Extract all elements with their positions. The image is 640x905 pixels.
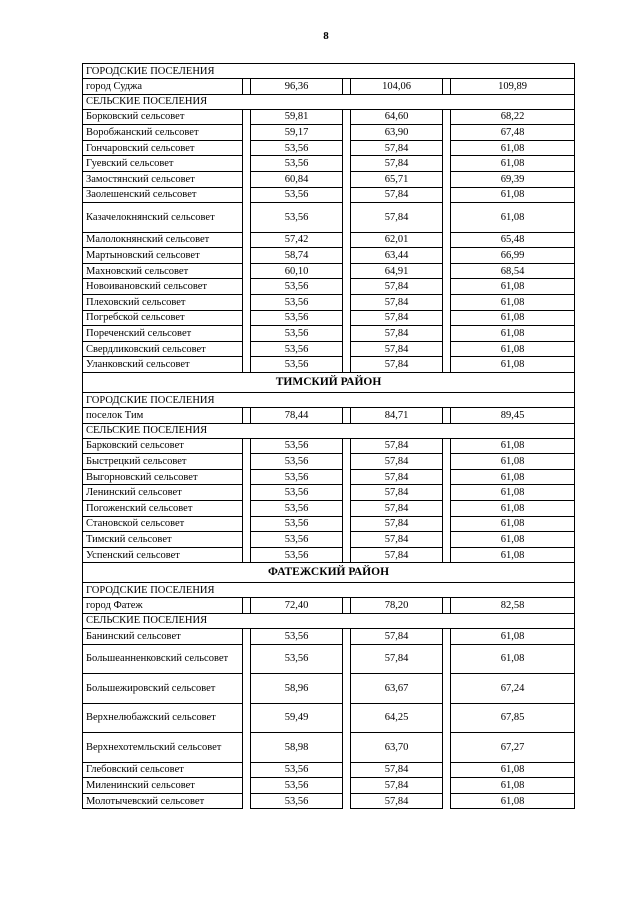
table-row bbox=[83, 644, 575, 674]
section-title: СЕЛЬСКИЕ ПОСЕЛЕНИЯ bbox=[83, 613, 575, 628]
value-cell-2: 57,84 bbox=[351, 628, 443, 644]
table-row bbox=[83, 733, 575, 763]
settlement-name: Банинский сельсовет bbox=[83, 628, 243, 644]
table-row bbox=[83, 125, 575, 141]
value-cell-2: 64,60 bbox=[351, 109, 443, 125]
value-cell-1: 53,56 bbox=[251, 778, 343, 794]
value-cell-2: 57,84 bbox=[351, 547, 443, 563]
value-cell-3: 61,08 bbox=[451, 500, 575, 516]
value-cell-1: 53,56 bbox=[251, 516, 343, 532]
spacer-cell bbox=[443, 140, 451, 156]
spacer-cell bbox=[443, 279, 451, 295]
value-cell-2: 57,84 bbox=[351, 532, 443, 548]
value-cell-2: 57,84 bbox=[351, 279, 443, 295]
spacer-cell bbox=[243, 516, 251, 532]
section-title: СЕЛЬСКИЕ ПОСЕЛЕНИЯ bbox=[83, 423, 575, 438]
spacer-cell bbox=[243, 171, 251, 187]
spacer-cell bbox=[443, 79, 451, 95]
spacer-cell bbox=[443, 703, 451, 733]
spacer-cell bbox=[443, 295, 451, 311]
spacer-cell bbox=[343, 547, 351, 563]
table-row bbox=[83, 310, 575, 326]
settlement-name: Большежировский сельсовет bbox=[83, 674, 243, 704]
settlement-name: поселок Тим bbox=[83, 408, 243, 424]
table-row bbox=[83, 187, 575, 203]
value-cell-3: 61,08 bbox=[451, 279, 575, 295]
settlement-name: Гончаровский сельсовет bbox=[83, 140, 243, 156]
spacer-cell bbox=[443, 248, 451, 264]
value-cell-3: 61,08 bbox=[451, 187, 575, 203]
value-cell-2: 64,25 bbox=[351, 703, 443, 733]
table-row bbox=[83, 341, 575, 357]
table-row bbox=[83, 703, 575, 733]
spacer-cell bbox=[243, 341, 251, 357]
value-cell-3: 61,08 bbox=[451, 516, 575, 532]
table-row bbox=[83, 793, 575, 809]
value-cell-2: 63,44 bbox=[351, 248, 443, 264]
value-cell-2: 57,84 bbox=[351, 500, 443, 516]
value-cell-3: 61,08 bbox=[451, 762, 575, 778]
table-row bbox=[83, 762, 575, 778]
spacer-cell bbox=[443, 408, 451, 424]
spacer-cell bbox=[243, 762, 251, 778]
value-cell-1: 53,56 bbox=[251, 547, 343, 563]
spacer-cell bbox=[243, 778, 251, 794]
spacer-cell bbox=[343, 500, 351, 516]
spacer-cell bbox=[343, 703, 351, 733]
value-cell-1: 53,56 bbox=[251, 203, 343, 233]
value-cell-2: 57,84 bbox=[351, 762, 443, 778]
value-cell-2: 57,84 bbox=[351, 438, 443, 454]
spacer-cell bbox=[243, 485, 251, 501]
value-cell-1: 53,56 bbox=[251, 793, 343, 809]
settlement-name: Пореченский сельсовет bbox=[83, 326, 243, 342]
section-row bbox=[83, 613, 575, 628]
section-row bbox=[83, 393, 575, 408]
value-cell-1: 72,40 bbox=[251, 598, 343, 614]
spacer-cell bbox=[343, 762, 351, 778]
value-cell-1: 53,56 bbox=[251, 485, 343, 501]
value-cell-1: 59,49 bbox=[251, 703, 343, 733]
section-title: ГОРОДСКИЕ ПОСЕЛЕНИЯ bbox=[83, 393, 575, 408]
spacer-cell bbox=[243, 674, 251, 704]
spacer-cell bbox=[243, 156, 251, 172]
value-cell-1: 53,56 bbox=[251, 762, 343, 778]
settlement-name: Ленинский сельсовет bbox=[83, 485, 243, 501]
value-cell-2: 57,84 bbox=[351, 778, 443, 794]
value-cell-1: 53,56 bbox=[251, 279, 343, 295]
value-cell-3: 82,58 bbox=[451, 598, 575, 614]
table-row bbox=[83, 357, 575, 373]
value-cell-3: 61,08 bbox=[451, 295, 575, 311]
table-row bbox=[83, 516, 575, 532]
page-number: 8 bbox=[323, 30, 329, 42]
spacer-cell bbox=[443, 187, 451, 203]
spacer-cell bbox=[243, 109, 251, 125]
table-row bbox=[83, 156, 575, 172]
table-row bbox=[83, 295, 575, 311]
value-cell-1: 53,56 bbox=[251, 644, 343, 674]
value-cell-1: 59,81 bbox=[251, 109, 343, 125]
settlement-name: Верхнелюбажский сельсовет bbox=[83, 703, 243, 733]
value-cell-1: 58,96 bbox=[251, 674, 343, 704]
spacer-cell bbox=[243, 793, 251, 809]
value-cell-3: 68,22 bbox=[451, 109, 575, 125]
spacer-cell bbox=[243, 644, 251, 674]
section-row bbox=[83, 64, 575, 79]
settlement-name: Мартыновский сельсовет bbox=[83, 248, 243, 264]
spacer-cell bbox=[443, 203, 451, 233]
spacer-cell bbox=[243, 438, 251, 454]
spacer-cell bbox=[343, 516, 351, 532]
value-cell-1: 59,17 bbox=[251, 125, 343, 141]
table-row bbox=[83, 598, 575, 614]
settlement-name: Борковский сельсовет bbox=[83, 109, 243, 125]
value-cell-2: 57,84 bbox=[351, 310, 443, 326]
value-cell-2: 57,84 bbox=[351, 793, 443, 809]
value-cell-1: 53,56 bbox=[251, 140, 343, 156]
table-row bbox=[83, 532, 575, 548]
value-cell-3: 61,08 bbox=[451, 326, 575, 342]
spacer-cell bbox=[343, 171, 351, 187]
value-cell-2: 78,20 bbox=[351, 598, 443, 614]
spacer-cell bbox=[343, 341, 351, 357]
value-cell-2: 57,84 bbox=[351, 187, 443, 203]
spacer-cell bbox=[443, 263, 451, 279]
spacer-cell bbox=[343, 79, 351, 95]
spacer-cell bbox=[443, 516, 451, 532]
spacer-cell bbox=[243, 263, 251, 279]
value-cell-3: 61,08 bbox=[451, 547, 575, 563]
spacer-cell bbox=[243, 357, 251, 373]
spacer-cell bbox=[343, 793, 351, 809]
value-cell-1: 53,56 bbox=[251, 357, 343, 373]
spacer-cell bbox=[443, 500, 451, 516]
spacer-cell bbox=[343, 232, 351, 248]
spacer-cell bbox=[243, 295, 251, 311]
table-row bbox=[83, 469, 575, 485]
value-cell-3: 67,85 bbox=[451, 703, 575, 733]
value-cell-3: 61,08 bbox=[451, 532, 575, 548]
spacer-cell bbox=[343, 644, 351, 674]
spacer-cell bbox=[443, 778, 451, 794]
value-cell-3: 61,08 bbox=[451, 469, 575, 485]
value-cell-3: 61,08 bbox=[451, 628, 575, 644]
value-cell-1: 53,56 bbox=[251, 295, 343, 311]
section-title: ГОРОДСКИЕ ПОСЕЛЕНИЯ bbox=[83, 583, 575, 598]
spacer-cell bbox=[343, 310, 351, 326]
table-row bbox=[83, 326, 575, 342]
spacer-cell bbox=[243, 79, 251, 95]
value-cell-1: 58,74 bbox=[251, 248, 343, 264]
table-row bbox=[83, 674, 575, 704]
value-cell-3: 67,48 bbox=[451, 125, 575, 141]
value-cell-2: 57,84 bbox=[351, 485, 443, 501]
section-title: СЕЛЬСКИЕ ПОСЕЛЕНИЯ bbox=[83, 94, 575, 109]
spacer-cell bbox=[443, 156, 451, 172]
settlement-name: Малолокнянский сельсовет bbox=[83, 232, 243, 248]
value-cell-3: 61,08 bbox=[451, 644, 575, 674]
value-cell-2: 57,84 bbox=[351, 454, 443, 470]
settlement-name: Воробжанский сельсовет bbox=[83, 125, 243, 141]
value-cell-1: 53,56 bbox=[251, 454, 343, 470]
value-cell-2: 57,84 bbox=[351, 469, 443, 485]
spacer-cell bbox=[243, 203, 251, 233]
spacer-cell bbox=[443, 326, 451, 342]
settlement-name: Погоженский сельсовет bbox=[83, 500, 243, 516]
settlement-name: Замостянский сельсовет bbox=[83, 171, 243, 187]
spacer-cell bbox=[443, 598, 451, 614]
table-row bbox=[83, 454, 575, 470]
value-cell-3: 66,99 bbox=[451, 248, 575, 264]
value-cell-1: 60,10 bbox=[251, 263, 343, 279]
spacer-cell bbox=[343, 295, 351, 311]
spacer-cell bbox=[443, 762, 451, 778]
spacer-cell bbox=[243, 187, 251, 203]
spacer-cell bbox=[343, 203, 351, 233]
value-cell-1: 53,56 bbox=[251, 156, 343, 172]
value-cell-2: 57,84 bbox=[351, 295, 443, 311]
spacer-cell bbox=[343, 187, 351, 203]
spacer-cell bbox=[343, 438, 351, 454]
spacer-cell bbox=[443, 469, 451, 485]
settlement-name: Барковский сельсовет bbox=[83, 438, 243, 454]
spacer-cell bbox=[343, 279, 351, 295]
spacer-cell bbox=[443, 357, 451, 373]
value-cell-2: 57,84 bbox=[351, 140, 443, 156]
settlement-name: Свердликовский сельсовет bbox=[83, 341, 243, 357]
spacer-cell bbox=[243, 532, 251, 548]
table-row bbox=[83, 171, 575, 187]
value-cell-1: 53,56 bbox=[251, 469, 343, 485]
spacer-cell bbox=[443, 674, 451, 704]
value-cell-3: 61,08 bbox=[451, 357, 575, 373]
spacer-cell bbox=[443, 310, 451, 326]
table-row bbox=[83, 279, 575, 295]
settlement-name: Глебовский сельсовет bbox=[83, 762, 243, 778]
district-header-row bbox=[83, 373, 575, 393]
value-cell-3: 67,27 bbox=[451, 733, 575, 763]
value-cell-2: 104,06 bbox=[351, 79, 443, 95]
district-title: ФАТЕЖСКИЙ РАЙОН bbox=[83, 563, 575, 583]
settlement-name: Погребской сельсовет bbox=[83, 310, 243, 326]
spacer-cell bbox=[443, 485, 451, 501]
value-cell-2: 57,84 bbox=[351, 156, 443, 172]
spacer-cell bbox=[443, 341, 451, 357]
spacer-cell bbox=[243, 326, 251, 342]
spacer-cell bbox=[343, 125, 351, 141]
value-cell-3: 61,08 bbox=[451, 793, 575, 809]
value-cell-1: 53,56 bbox=[251, 438, 343, 454]
spacer-cell bbox=[343, 248, 351, 264]
value-cell-3: 61,08 bbox=[451, 438, 575, 454]
spacer-cell bbox=[243, 279, 251, 295]
spacer-cell bbox=[443, 438, 451, 454]
spacer-cell bbox=[443, 628, 451, 644]
settlement-name: Выгорновский сельсовет bbox=[83, 469, 243, 485]
spacer-cell bbox=[243, 140, 251, 156]
spacer-cell bbox=[343, 733, 351, 763]
value-cell-1: 53,56 bbox=[251, 628, 343, 644]
table-row bbox=[83, 500, 575, 516]
value-cell-3: 61,08 bbox=[451, 341, 575, 357]
spacer-cell bbox=[343, 156, 351, 172]
value-cell-2: 57,84 bbox=[351, 326, 443, 342]
spacer-cell bbox=[243, 598, 251, 614]
spacer-cell bbox=[343, 674, 351, 704]
value-cell-3: 68,54 bbox=[451, 263, 575, 279]
spacer-cell bbox=[443, 454, 451, 470]
table-row bbox=[83, 485, 575, 501]
settlement-name: Быстрецкий сельсовет bbox=[83, 454, 243, 470]
value-cell-1: 53,56 bbox=[251, 532, 343, 548]
value-cell-2: 57,84 bbox=[351, 644, 443, 674]
value-cell-2: 63,70 bbox=[351, 733, 443, 763]
spacer-cell bbox=[243, 248, 251, 264]
value-cell-3: 61,08 bbox=[451, 485, 575, 501]
table-row bbox=[83, 109, 575, 125]
settlement-name: Плеховский сельсовет bbox=[83, 295, 243, 311]
spacer-cell bbox=[343, 454, 351, 470]
table-row bbox=[83, 263, 575, 279]
table-row bbox=[83, 140, 575, 156]
table-row bbox=[83, 547, 575, 563]
value-cell-3: 109,89 bbox=[451, 79, 575, 95]
spacer-cell bbox=[443, 232, 451, 248]
section-row bbox=[83, 583, 575, 598]
spacer-cell bbox=[343, 109, 351, 125]
table-row bbox=[83, 438, 575, 454]
district-title: ТИМСКИЙ РАЙОН bbox=[83, 373, 575, 393]
section-title: ГОРОДСКИЕ ПОСЕЛЕНИЯ bbox=[83, 64, 575, 79]
value-cell-2: 63,67 bbox=[351, 674, 443, 704]
spacer-cell bbox=[243, 310, 251, 326]
spacer-cell bbox=[343, 532, 351, 548]
value-cell-2: 57,84 bbox=[351, 516, 443, 532]
value-cell-1: 53,56 bbox=[251, 500, 343, 516]
settlement-name: Новоивановский сельсовет bbox=[83, 279, 243, 295]
section-row bbox=[83, 94, 575, 109]
spacer-cell bbox=[243, 454, 251, 470]
settlement-name: город Суджа bbox=[83, 79, 243, 95]
spacer-cell bbox=[243, 232, 251, 248]
spacer-cell bbox=[443, 109, 451, 125]
value-cell-2: 62,01 bbox=[351, 232, 443, 248]
spacer-cell bbox=[343, 326, 351, 342]
value-cell-2: 57,84 bbox=[351, 357, 443, 373]
value-cell-3: 89,45 bbox=[451, 408, 575, 424]
spacer-cell bbox=[443, 125, 451, 141]
settlement-name: Гуевский сельсовет bbox=[83, 156, 243, 172]
settlement-name: Молотычевский сельсовет bbox=[83, 793, 243, 809]
settlement-name: Верхнехотемльский сельсовет bbox=[83, 733, 243, 763]
settlement-name: Заолешенский сельсовет bbox=[83, 187, 243, 203]
spacer-cell bbox=[343, 263, 351, 279]
settlement-name: город Фатеж bbox=[83, 598, 243, 614]
value-cell-2: 65,71 bbox=[351, 171, 443, 187]
value-cell-3: 61,08 bbox=[451, 156, 575, 172]
value-cell-3: 61,08 bbox=[451, 454, 575, 470]
spacer-cell bbox=[343, 140, 351, 156]
settlement-name: Уланковский сельсовет bbox=[83, 357, 243, 373]
value-cell-1: 53,56 bbox=[251, 187, 343, 203]
spacer-cell bbox=[443, 171, 451, 187]
value-cell-3: 61,08 bbox=[451, 140, 575, 156]
spacer-cell bbox=[243, 469, 251, 485]
settlement-name: Успенский сельсовет bbox=[83, 547, 243, 563]
spacer-cell bbox=[243, 408, 251, 424]
value-cell-1: 58,98 bbox=[251, 733, 343, 763]
value-cell-2: 57,84 bbox=[351, 341, 443, 357]
tariff-table bbox=[82, 63, 575, 809]
settlement-name: Большеанненковский сельсовет bbox=[83, 644, 243, 674]
value-cell-1: 78,44 bbox=[251, 408, 343, 424]
settlement-name: Тимский сельсовет bbox=[83, 532, 243, 548]
spacer-cell bbox=[343, 357, 351, 373]
value-cell-3: 61,08 bbox=[451, 778, 575, 794]
spacer-cell bbox=[243, 500, 251, 516]
spacer-cell bbox=[443, 532, 451, 548]
value-cell-1: 57,42 bbox=[251, 232, 343, 248]
spacer-cell bbox=[343, 598, 351, 614]
spacer-cell bbox=[243, 547, 251, 563]
settlement-name: Становской сельсовет bbox=[83, 516, 243, 532]
value-cell-3: 65,48 bbox=[451, 232, 575, 248]
value-cell-3: 61,08 bbox=[451, 310, 575, 326]
table-row bbox=[83, 79, 575, 95]
value-cell-2: 57,84 bbox=[351, 203, 443, 233]
value-cell-1: 53,56 bbox=[251, 310, 343, 326]
spacer-cell bbox=[343, 628, 351, 644]
value-cell-1: 53,56 bbox=[251, 341, 343, 357]
value-cell-1: 60,84 bbox=[251, 171, 343, 187]
value-cell-2: 63,90 bbox=[351, 125, 443, 141]
settlement-name: Махновский сельсовет bbox=[83, 263, 243, 279]
spacer-cell bbox=[243, 703, 251, 733]
spacer-cell bbox=[443, 733, 451, 763]
district-header-row bbox=[83, 563, 575, 583]
table-row bbox=[83, 778, 575, 794]
settlement-name: Миленинский сельсовет bbox=[83, 778, 243, 794]
value-cell-2: 84,71 bbox=[351, 408, 443, 424]
value-cell-1: 96,36 bbox=[251, 79, 343, 95]
value-cell-1: 53,56 bbox=[251, 326, 343, 342]
table-row bbox=[83, 232, 575, 248]
table-row bbox=[83, 628, 575, 644]
spacer-cell bbox=[243, 125, 251, 141]
value-cell-3: 69,39 bbox=[451, 171, 575, 187]
spacer-cell bbox=[343, 485, 351, 501]
spacer-cell bbox=[343, 469, 351, 485]
settlement-name: Казачелокнянский сельсовет bbox=[83, 203, 243, 233]
spacer-cell bbox=[443, 793, 451, 809]
value-cell-3: 67,24 bbox=[451, 674, 575, 704]
spacer-cell bbox=[343, 408, 351, 424]
spacer-cell bbox=[443, 547, 451, 563]
table-row bbox=[83, 203, 575, 233]
value-cell-2: 64,91 bbox=[351, 263, 443, 279]
spacer-cell bbox=[243, 733, 251, 763]
table-row bbox=[83, 248, 575, 264]
spacer-cell bbox=[443, 644, 451, 674]
spacer-cell bbox=[243, 628, 251, 644]
table-row bbox=[83, 408, 575, 424]
spacer-cell bbox=[343, 778, 351, 794]
section-row bbox=[83, 423, 575, 438]
value-cell-3: 61,08 bbox=[451, 203, 575, 233]
